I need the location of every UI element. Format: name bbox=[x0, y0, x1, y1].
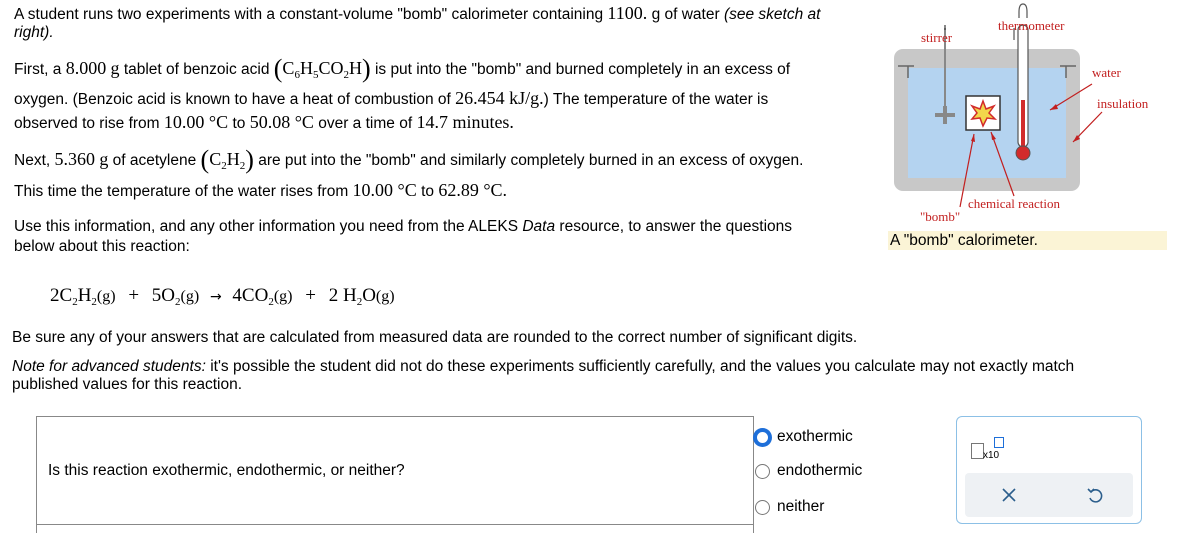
exp1-line-1: First, a 8.000 g tablet of benzoic acid $(C_6H_5CO_2H)$ is put into the "bomb" and burned completely in an excess of bbox=[14, 54, 791, 83]
option-exothermic[interactable]: exothermic bbox=[755, 428, 853, 446]
radio-exothermic[interactable] bbox=[755, 430, 770, 445]
x10-exponent-box-icon bbox=[994, 437, 1004, 448]
benzoic-acid-formula: $(C_6H_5CO_2H)$ bbox=[273, 54, 371, 83]
tool-bar bbox=[965, 473, 1133, 517]
sketch-caption: A "bomb" calorimeter. bbox=[888, 231, 1167, 250]
radio-endothermic[interactable] bbox=[755, 464, 770, 479]
question-table bbox=[36, 416, 754, 533]
insulation-label: insulation bbox=[1097, 96, 1149, 111]
calorimeter-diagram bbox=[888, 0, 1200, 250]
intro-line-1: A student runs two experiments with a constant-volume "bomb" calorimeter containing 1100. g of water (see sketch at bbox=[14, 3, 821, 23]
question-text: Is this reaction exothermic, endothermic, or neither? bbox=[48, 462, 405, 479]
scientific-notation-button[interactable]: x10 bbox=[971, 437, 1011, 461]
bomb-label: "bomb" bbox=[920, 209, 961, 224]
acetylene-formula: $(C_2H_2)$ bbox=[200, 145, 254, 174]
reaction-equation: $2C_2H_2(g) + 5O_2(g) \to 4CO_2(g) + 2$ $H_2O(g)$ bbox=[50, 285, 395, 308]
water-label: water bbox=[1092, 65, 1121, 80]
advanced-note: Note for advanced students: it's possible the student did not do these experiments sufficiently carefully, and the values you calculate may not exactly match published values for this reaction. bbox=[12, 358, 1075, 393]
x-icon bbox=[1002, 488, 1016, 502]
chemical-reaction-label: chemical reaction bbox=[968, 196, 1061, 211]
exp1-line-3: observed to rise from 10.00 °C to 50.08 °C over a time of 14.7 minutes. bbox=[14, 112, 514, 132]
radio-neither[interactable] bbox=[755, 500, 770, 515]
undo-button[interactable] bbox=[1081, 481, 1109, 509]
undo-icon bbox=[1087, 486, 1103, 504]
bomb-calorimeter-sketch bbox=[888, 0, 1200, 250]
option-endothermic[interactable]: endothermic bbox=[755, 462, 862, 480]
water-mass: 1100. bbox=[607, 3, 648, 23]
exp1-line-2: oxygen. (Benzoic acid is known to have a heat of combustion of 26.454 kJ/g.) The temperature of the water is bbox=[14, 88, 769, 108]
option-neither[interactable]: neither bbox=[755, 498, 824, 516]
thermometer-label: thermometer bbox=[998, 18, 1065, 33]
clear-button[interactable] bbox=[995, 481, 1023, 509]
reaction-arrow: → bbox=[209, 289, 222, 305]
exp2-line-2: This time the temperature of the water rises from 10.00 °C to 62.89 °C. bbox=[14, 180, 508, 200]
use-info: Use this information, and any other information you need from the ALEKS Data resource, to answer the questions below about this reaction: bbox=[14, 218, 793, 255]
intro-line-2: right). bbox=[14, 24, 54, 41]
data-resource-link[interactable]: Data bbox=[522, 218, 556, 235]
stirrer-label: stirrer bbox=[921, 30, 953, 45]
sig-figs-instruction: Be sure any of your answers that are calculated from measured data are rounded to the correct number of significant digits. bbox=[12, 329, 858, 346]
answer-tool-panel bbox=[956, 416, 1142, 524]
heat-of-combustion: 26.454 kJ/g. bbox=[455, 88, 544, 108]
exp2-line-1: Next, 5.360 g of acetylene $(C_2H_2)$ are put into the "bomb" and similarly completely burned in an excess of oxygen. bbox=[14, 145, 804, 174]
